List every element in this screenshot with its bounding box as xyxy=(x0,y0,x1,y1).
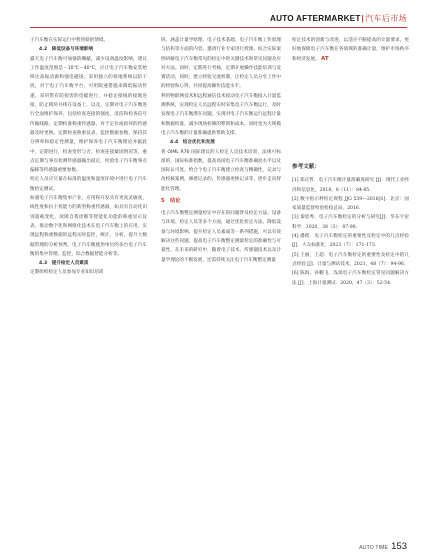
reference-item: [3] 秦恩秀．电子汽车衡检定的分析与研究[J]．华东宇宙科学．2020，38（3）：87-90. xyxy=(292,215,409,230)
end-mark-icon: AT xyxy=(321,55,329,62)
reference-item: [6] 陈海，孙鹏飞．浅谈电子汽车衡检定常见问题解决方法 [J]．上海计量测试．2020，47（3）：52-54. xyxy=(292,271,409,286)
subsection-heading: 4.3 提升检定人员素质 xyxy=(39,261,89,267)
subsection-heading: 4.4 结合优化和发展 xyxy=(170,140,215,146)
section-name: 汽车后市场 xyxy=(365,14,407,23)
section-heading-conclusion: 5 结论 xyxy=(161,198,181,205)
page-header xyxy=(0,0,427,34)
reference-item: [1] 郑庆哲．电子汽车衡计量准确度研究 [J]．现代工业经济和信息化，2018，8（11）：84-85. xyxy=(292,178,409,193)
brand-separator: | xyxy=(361,14,365,23)
footer-magazine: AUTO TIME xyxy=(358,545,389,551)
references-heading: 参考文献： xyxy=(292,164,320,170)
subsection-heading: 4.2 降低设备与环境影响 xyxy=(39,47,94,53)
paragraph xyxy=(292,36,409,64)
reference-item: [4] 潘程．电子汽车衡检定的重要性及检定中的几点经验 [J]．大众标准化．2023（7）：171-173. xyxy=(292,234,409,249)
paragraph: 检定人员应尽量在标准的温度和湿度环境中进行电子汽车衡检定测试。 xyxy=(30,177,147,192)
column-1 xyxy=(30,36,147,278)
column-2 xyxy=(161,36,281,265)
brand-name: AUTO AFTERMARKET xyxy=(270,14,361,23)
column-3 xyxy=(292,36,409,64)
paragraph: 露天电子汽车衡可加强防嘲蔽，减少设备温度影响，建议工作温度范围是－10℃～40℃，应让电子汽车衡安装始终达高振动源和强电磁场。采用独立的接地系统以防干扰，对于电子汽车衡平台，可用限速措施来降低振动传递，采用带有防损害的电缆进行，并稳定接线的接地连接，防止模块并排在设备上，以及，定期对电子汽车衡进行全面维护保养，包括检查连接的强度、清洁和检查信号传输线路，定期校准称重传感器，对于定位或损坏的传感器及时更换。定期检查称重仪表，监控数据参数，保持其分辨率和稳定性测量，维护保养电子汽车衡理论并据此中，定期进行，检查变形与否，检查连接紧固情况等，重点定期与零点检测传感器输出稳定，检验电子汽车衡零点偏移等传感器重要参数。 xyxy=(30,56,147,174)
magazine-brand xyxy=(270,13,407,24)
reference-item: [2] 数字指示秤检定规程 JJG 539—2016[S]．北京：国家质量监督检验检疫总局，2016. xyxy=(292,196,409,212)
paragraph: 班、涵盖计量学原理、电子技术基础、电子汽车衡工作原理与结构等方面的内容，邀请行业专家进行授课。结合实际案例讲解电子汽车衡常见的检定中的关键技术和常见问题及应对方法。同时，定期进行考核，定期开展操作技能培训与竞赛活动，同时，建立经验交流机制，让检定人员分享工作中的经验和心得，共同提高操作技能水平。 xyxy=(161,38,281,90)
paragraph: 如遇电子汽车衡集单产业，应用和开发具有更高灵敏度、线性度和抗干扰能力的新型称重传感器，如具有自动化识别超载变化，故障自我诊断等智能化功能的称重显示仪表，推动数字化和网络化技术在电子汽车衡上的应用，实现远程称重数据的远程实时监控，统计、分析，提升大数据管理的分析预判。电子汽车衡使用单位的多台电子汽车衡的集中管理、监控，综合数据智能分析等。 xyxy=(30,196,147,257)
header-rule xyxy=(30,27,407,28)
page-footer xyxy=(359,534,407,553)
paragraph: 利用物联网技术和远程通信技术接动电子汽车衡接入计量监测系统，实现检定人员远程实时采集电子汽车衡运行，及时发现电子汽车衡潜在问题，实现对电子汽车衡运行远程计量和数据校准，减少现场检修的繁琐和成本。同时也为大规模电子汽车衡的计量准确提供帮助支撑。 xyxy=(161,93,281,136)
paragraph: 将 OIML R76 国际建议的人检定人员技术培训，法规可标准的，国际标准指数，提高高国电子汽车衡准确度水平以及国际认可度，给合个电子汽车衡建立检查与精确性，记录与改校核案例，修建记录的，传感器更换记录等，逐步走向智能化管理。 xyxy=(161,149,281,192)
page-number: 153 xyxy=(391,541,407,552)
references xyxy=(292,163,409,288)
paragraph: 定期组织检定人员参加专业知识培训 xyxy=(30,270,104,276)
reference-item: [5] 王丽，王超．电子汽车衡检定的重要性及检定中的几点经验 [J]．计量与测试技术，2021，48（7）：94-96. xyxy=(292,252,409,267)
paragraph: 子汽车衡在实际运行中暂到稳的情境。 xyxy=(30,38,109,43)
paragraph: 电子汽车衡整定测量检定中存在的问题涉及检定方法、设备与环境、检定人员等多个方面，通过优化检定方法、降低设备与环境影响、提升检定人员素质等一系列措施，可以有效解决这些问题，提高电子汽车衡整定测量检定的准确性与可靠性。在未来的研究中，随着电子技术、传感器技术以及计量学理论的不断发展，还需持续关注电子汽车衡整定测量 xyxy=(161,211,281,263)
paragraph-text: 检定技术的创新与改进，以适应不断提高的计量要求，更好地保障电子汽车衡在各领域的准确计量，维护市场秩序和经济发展。 xyxy=(292,38,409,62)
